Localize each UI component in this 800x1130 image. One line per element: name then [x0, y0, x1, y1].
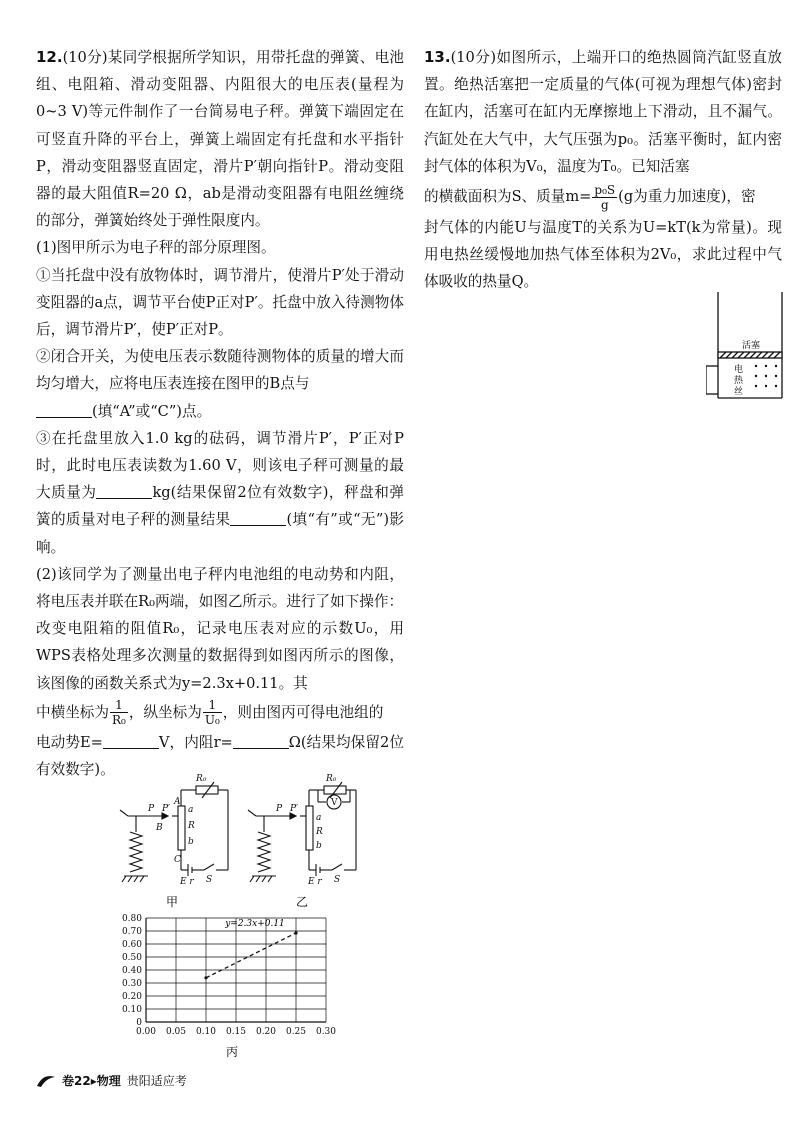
label-R0-yi: R₀ — [326, 774, 337, 784]
x-tick-label: 0.10 — [195, 1027, 217, 1037]
piston-label: 活塞 — [742, 341, 761, 351]
label-R0-jia: R₀ — [196, 774, 207, 784]
label-A: A — [174, 797, 181, 807]
q12-step3: ③在托盘里放入1.0 kg的砝码，调节滑片P′，P′正对P时，此时电压表读数为1.60 V，则该电子秤可测量的最大质量为 kg(结果保留2位有效数字)，秤盘和弹簧的质量对电子秤的测量结果 (填“有”或“无”)影响。 — [36, 429, 404, 556]
circuit-yi — [248, 782, 356, 882]
q13-text-b: 的横截面积为S、质量m= $\frac{\text{p₀S}}{g}$ (g为重力加速度)，密 — [424, 182, 756, 212]
label-Er-yi: E r — [308, 877, 322, 887]
q12-step2: ②闭合开关，为使电压表示数随待测物体的质量的增大而均匀增大，应将电压表连接在图甲的B点与 (填“A”或“C”)点。 — [36, 348, 404, 420]
heater-char-1: 电 — [734, 365, 744, 375]
q13-number: 13. — [424, 48, 451, 66]
cylinder-figure — [706, 292, 790, 404]
answer-blank-4[interactable] — [103, 734, 159, 749]
figure-label-bing: 丙 — [226, 1045, 239, 1059]
label-R-jia: R — [188, 821, 195, 831]
voltmeter-V: V — [331, 798, 338, 808]
footer-badge: 卷22▸物理 — [62, 1074, 121, 1088]
q13-text-a: 13.(10分)如图所示，上端开口的绝热圆筒汽缸竖直放置。绝热活塞把一定质量的气体(可视为理想气体)密封在缸内，活塞可在缸内无摩擦地上下滑动，且不漏气。汽缸处在大气中，大气压强为p₀。活塞平衡时，缸内密封气体的体积为V₀，温度为T₀。已知活塞 — [424, 48, 782, 175]
y-tick-label: 0.20 — [121, 992, 142, 1002]
answer-blank-5[interactable] — [233, 734, 289, 749]
page-footer — [36, 1072, 187, 1089]
x-tick-label: 0.05 — [165, 1027, 187, 1037]
label-B: B — [156, 823, 163, 833]
label-S-jia: S — [206, 875, 213, 885]
q12-axes-def: 中横坐标为 $\frac{1}{\text{R₀}}$ ，纵坐标为 $\frac{1}{\text{U₀}}$ ，则由图丙可得电池组的 — [36, 698, 384, 728]
q12-step1: ①当托盘中没有放物体时，调节滑片，使滑片P′处于滑动变阻器的a点，调节平台使P正对P′。托盘中放入待测物体后，调节滑片P′，使P′正对P。 — [36, 266, 404, 339]
label-a-jia: a — [188, 805, 194, 815]
question-12 — [36, 44, 404, 783]
series-point — [204, 976, 207, 979]
x-tick-label: 0.25 — [285, 1027, 307, 1037]
footer-brand: 贵阳适应考 — [126, 1074, 187, 1088]
label-R-yi: R — [316, 827, 323, 837]
y-tick-label: 0.70 — [121, 927, 142, 937]
y-tick-label: 0.60 — [121, 940, 142, 950]
answer-blank-2[interactable] — [96, 484, 152, 499]
circuit-figures — [110, 770, 360, 912]
chart-bing — [106, 910, 346, 1060]
label-b-yi: b — [316, 841, 322, 851]
q12-answer-line: 电动势E= V，内阻r= Ω(结果均保留2位有效数字)。 — [36, 733, 404, 779]
label-P-jia: P — [148, 804, 155, 814]
question-13 — [424, 44, 782, 296]
label-a-yi: a — [316, 813, 322, 823]
y-tick-label: 0.40 — [121, 966, 142, 976]
figure-label-yi: 乙 — [296, 895, 309, 909]
answer-blank-1[interactable] — [36, 403, 92, 418]
x-tick-label: 0.00 — [135, 1027, 157, 1037]
swoosh-icon — [36, 1074, 56, 1088]
label-Pp-yi: P′ — [290, 804, 299, 814]
label-Er-jia: E r — [180, 877, 194, 887]
label-C: C — [174, 855, 181, 865]
y-tick-label: 0 — [136, 1018, 142, 1028]
q12-number: 12. — [36, 48, 63, 66]
heater-char-2: 热 — [734, 376, 744, 386]
q12-part2-procedure: 改变电阻箱的阻值R₀，记录电压表对应的示数U₀，用WPS表格处理多次测量的数据得到如图丙所示的图像，该图像的函数关系式为y=2.3x+0.11。其 — [36, 620, 404, 692]
answer-blank-3[interactable] — [230, 511, 286, 526]
y-tick-label: 0.80 — [121, 914, 142, 924]
chart-annotation: y=2.3x+0.11 — [225, 918, 285, 929]
y-tick-label: 0.50 — [121, 953, 142, 963]
q12-part2: (2)该同学为了测量出电子秤内电池组的电动势和内阻，将电压表并联在R₀两端，如图乙所示。进行了如下操作： — [36, 565, 404, 611]
x-tick-label: 0.20 — [255, 1027, 277, 1037]
y-tick-label: 0.30 — [121, 979, 142, 989]
fraction-mass: $\frac{\text{p₀S}}{g}$ — [594, 182, 616, 212]
fraction-1-over-R0: $\frac{1}{\text{R₀}}$ — [111, 698, 126, 728]
label-S-yi: S — [334, 875, 341, 885]
q13-text-c: 封气体的内能U与温度T的关系为U=kT(k为常量)。现用电热丝缓慢地加热气体至体积为2V₀，求此过程中气体吸收的热量Q。 — [424, 219, 782, 291]
label-P-yi: P — [276, 804, 283, 814]
label-Pp-jia: P′ — [162, 804, 171, 814]
label-b-jia: b — [188, 837, 194, 847]
y-tick-label: 0.10 — [121, 1005, 142, 1015]
q12-intro: 12.(10分)某同学根据所学知识，用带托盘的弹簧、电池组、电阻箱、滑动变阻器、内阻很大的电压表(量程为0~3 V)等元件制作了一台简易电子秤。弹簧下端固定在可竖直升降的平台上，弹簧上端固定有托盘和水平指针P，滑动变阻器竖直固定，滑片P′朝向指针P。滑动变阻器的最大阻值R=20 Ω，ab是滑动变阻器有电阻丝缠绕的部分，弹簧始终处于弹性限度内。 — [36, 48, 404, 230]
figure-label-jia: 甲 — [166, 895, 179, 909]
x-tick-label: 0.15 — [225, 1027, 247, 1037]
fraction-1-over-U0: $\frac{1}{\text{U₀}}$ — [204, 698, 220, 728]
series-point — [294, 931, 297, 934]
series-line — [206, 933, 296, 978]
q12-part1-title: (1)图甲所示为电子秤的部分原理图。 — [36, 239, 276, 257]
heater-char-3: 丝 — [734, 387, 744, 397]
x-tick-label: 0.30 — [315, 1027, 337, 1037]
